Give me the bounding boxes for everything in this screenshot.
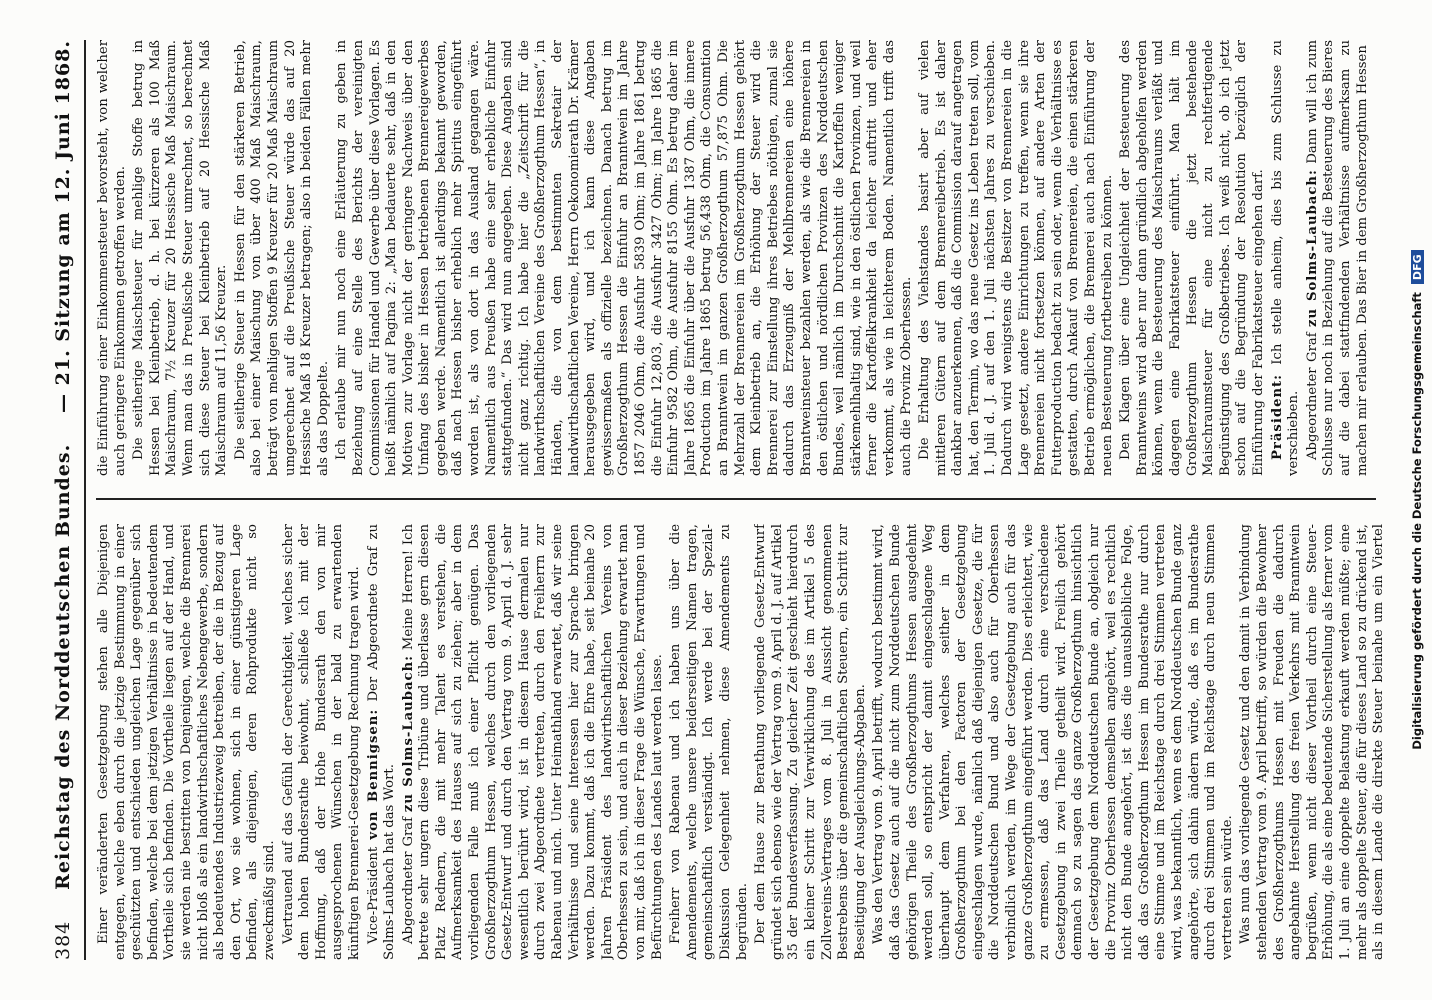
speech-text: Meine Herren! Ich betrete sehr ungern diese Tribüne und überlasse gern diesen Platz Rednern, die mit mehr Talent es verstehen, die Aufmerksamkeit des Hauses auf sich zu ziehen; aber in dem vorliegenden Falle muß ich einer Pflicht genügen. Das Großherzogthum Hessen, welches durch den vorliegenden Gesetz-Entwurf und durch den Vertrag vom 9. April d. J. sehr wesentlich berührt wird, ist in diesem Hause dermalen nur durch zwei Abgeordnete vertreten, durch den Freiherrn zur Rabenau und mich. Unter Heimathland erwartet, daß wir seine Verhältnisse und seine Interessen hier zur Sprache bringen werden. Dazu kommt, daß ich die Ehre habe, seit beinahe 20 Jahren Präsident des landwirthschaftlichen Vereins von Oberhessen zu sein, und auch in dieser Beziehung erwartet man von mir, daß ich in dieser Frage die Wünsche, Erwartungen und Befürchtungen des Landes laut werden lasse. (400, 524, 665, 960)
paragraph: Den Klagen über eine Ungleichheit der Besteuerung des Branntweins wird aber nur dann gründlich abgeholfen werden können, wenn die Besteuerung des Maischraums verläßt und dagegen eine Fabrikatsteuer einführt. Man hält im Großherzogthum Hessen die jetzt bestehende Maischraumsteuer für eine nicht zu rechtfertigende Begünstigung des Großbetriebes. Ich weiß nicht, ob ich jetzt schon auf die Begründung der Resolution bezüglich der Einführung der Fabrikatsteuer eingehen darf. (1118, 40, 1266, 476)
paragraph: die Einführung einer Einkommensteuer bevorsteht, von welcher auch geringere Einkommen getroffen werden. (96, 40, 128, 476)
column-divider (96, 498, 1376, 500)
speaker-role: Abgeordneter Graf (400, 816, 416, 944)
paragraph: Freiherr von Rabenau und ich haben uns über die Amendements, welche unsere beiderseitigen Namen tragen, gemeinschaftlich verständigt. Ich werde bei der Spezial-Diskussion Gelegenheit nehmen, diese Amendements zu begründen. (668, 524, 750, 960)
paragraph: Einer veränderten Gesetzgebung stehen alle Diejenigen entgegen, welche eben durch die jetzige Bestimmung in einer geschützten und entschieden ungleichen Lage gegenüber sich befinden, welche bei dem jetzigen Verhältnisse in bedeutendem Vortheile sich befinden. Die Vortheile liegen auf der Hand, und sie werden nie bestritten von Denjenigen, welche die Brennerei nicht bloß als ein landwirthschaftliches Nebengewerbe, sondern als bedeutendes Industriezweig betreiben, der die in Bezug auf den Ort, wo sie wohnen, sich in einer günstigeren Lage befinden, als diejenigen, deren Rohprodukte nicht so zweckmäßig sind. (96, 524, 277, 960)
dfg-logo: DFG (1411, 250, 1424, 284)
speech-text: Dann will ich zum Schlusse nur noch in Beziehung auf die Besteuerung des Bieres auf die dabei stattfindenden Verhältnisse aufmerksam zu machen mir erlauben. Das Bier in dem Großherzogthum Hessen (1304, 40, 1370, 476)
speaker-role: Abgeordneter Graf (1304, 332, 1320, 460)
paragraph: Der dem Hause zur Berathung vorliegende Gesetz-Entwurf gründet sich ebenso wie der Vertrag vom 9. April d. J. auf Artikel 35 der Bundesverfassung. Zu gleicher Zeit geschieht hierdurch ein kleiner Schritt zur Verwirklichung des im Artikel 5 des Zollvereins-Vertrages vom 8. Juli in Aussicht genommenen Bestrebens über die gemeinschaftlichen Steuern, ein Schritt zur Beseitigung der Ausgleichungs-Abgaben. (753, 524, 868, 960)
funder-text: Digitalisierung gefördert durch die Deutsche Forschungsgemeinschaft (1410, 292, 1424, 750)
speech-text: Ich stelle anheim, dies bis zum Schlusse zu verschieben. (1269, 40, 1302, 476)
paragraph: Was den Vertrag vom 9. April betrifft, wodurch bestimmt wird, daß das Gesetz auch auf die nicht zum Norddeutschen Bunde gehörigen Theile des Großherzogthums Hessen ausgedehnt werden soll, so entspricht der damit eingeschlagene Weg überhaupt dem Verfahren, welches seither in dem Großherzogthum bei den Factoren der Gesetzgebung eingeschlagen wurde, nämlich daß diejenigen Gesetze, die für die Norddeutschen Bund und also auch für Oberhessen verbindlich werden, im Wege der Gesetzgebung auch für das ganze Großherzogthum eingeführt werden. Dies erleichtert, wie zu ermessen, daß das Land durch eine verschiedene Gesetzgebung in zwei Theile getheilt wird. Freilich gehört demnach so zu sagen das ganze Großherzogthum hinsichtlich der Gesetzgebung dem Norddeutschen Bunde an, obgleich nur die Provinz Oberhessen demselben angehört, weil es rechtlich nicht den Bunde angehört, ist dies die unausbleibliche Folge, daß das Großherzogthum Hessen im Bundesrathe nur durch eine Stimme und im Reichstage durch drei Stimmen vertreten wird, was bekanntlich, wenn es dem Norddeutschen Bunde ganz angehörte, sich dahin ändern würde, daß es im Bundesrathe durch drei Stimmen und im Reichstage durch neun Stimmen vertreten sein würde. (871, 524, 1235, 960)
header-right-title: — 21. Sitzung am 12. Juni 1868. (52, 40, 74, 413)
paragraph: Was nun das vorliegende Gesetz und den damit in Verbindung stehenden Vertrag vom 9. April betrifft, so würden die Bewohner des Großherzogthums Hessen mit Freuden die dadurch angebahnte Herstellung des freien Verkehrs mit Branntwein begrüßen, wenn nicht dieser Vortheil durch eine Steuer-Erhöhung, die als eine bedeutende Sicherstellung als ferner vom 1. Juli an eine doppelte Belastung erkauft werden müßte; eine mehr als doppelte Steuer, die für dieses Land so zu drückend ist, als in diesem Lande die direkte Steuer beinahe um ein Viertel (1238, 524, 1386, 960)
speaker-paragraph (1270, 40, 1303, 476)
paragraph: Vertrauend auf das Gefühl der Gerechtigkeit, welches sicher dem hohen Bundesrathe beiwohnt, schließe ich mit der Hoffnung, daß der Hohe Bundesrath den von mir ausgesprochenen Wünschen in der bald zu erwartenden künftigen Brennerei-Gesetzgebung Rechnung tragen wird. (280, 524, 362, 960)
paragraph: Die seitherige Maischsteuer für mehlige Stoffe betrug in Hessen bei Kleinbetrieb, d. h. bei kürzeren als 100 Maß Maischraum, 7½ Kreuzer für 20 Hessische Maß Maischraum. Wenn man das in Preußische Steuer umrechnet, so berechnet sich diese Steuer bei Kleinbetrieb auf 20 Hessische Maß Maischraum auf 11,56 Kreuzer. (131, 40, 230, 476)
right-column (96, 40, 1386, 476)
paragraph: Die Erhaltung des Viehstandes basirt aber auf vielen mittleren Gütern auf dem Brennereibetrieb. Es ist daher dankbar anzuerkennen, daß die Commission darauf angetragen hat, den Termin, wo das neue Gesetz ins Leben treten soll, vom 1. Juli d. J. auf den 1. Juli nächsten Jahres zu verschieben. Dadurch wird wenigstens die Besitzer von Brennereien in die Lage gesetzt, andere Einrichtungen zu treffen, wenn sie ihre Brennereien nicht fortsetzen können, auf andere Arten der Futterproduction bedacht zu sein oder, wenn die Verhältnisse es gestatten, durch Ankauf von Brennereien, die einen stärkeren Betrieb ermöglichen, die Brennerei auch nach Einführung der neuen Besteuerung fortbetreiben zu können. (917, 40, 1115, 476)
speaker-role: Vice-Präsident (365, 846, 381, 944)
paragraph: Die seitherige Steuer in Hessen für den stärkeren Betrieb, also bei einer Maischung von über 400 Maß Maischraum, beträgt von mehligen Stoffen 9 Kreuzer für 20 Maß Maischraum umgerechnet auf die Preußische Steuer würde das auf 20 Hessische Maß 18 Kreuzer betragen; also in beiden Fällen mehr als das Doppelte. (232, 40, 331, 476)
funder-credit (1410, 40, 1424, 960)
speaker-paragraph (1305, 40, 1371, 476)
paragraph: Ich erlaube mir nun noch eine Erläuterung zu geben in Beziehung auf eine Stelle des Berichts der vereinigten Commissionen für Handel und Gewerbe über diese Vorlagen. Es heißt nämlich auf Pagina 2: „Man bedauerte sehr, daß in den Motiven zur Vorlage nicht der geringere Nachweis über den Umfang des bisher in Hessen betriebenen Brennereigewerbes gegeben werde. Namentlich ist allerdings bekannt geworden, daß nach Hessen bisher erheblich mehr Spiritus eingeführt worden ist, als von dort in das Ausland gegangen wäre. Namentlich aus Preußen habe eine sehr erhebliche Einfuhr stattgefunden.“ Das wird nun angegeben. Diese Angaben sind nicht ganz richtig. Ich habe hier die „Zeitschrift für die landwirthschaftlichen Vereine des Großherzogthum Hessen“, in Händen, die von dem bestimmten Sekretair der landwirthschaftlichen Vereine, Herrn Oekonomierath Dr. Krämer herausgegeben wird, und ich kann diese Angaben gewissermaßen als offizielle bezeichnen. Danach betrug im Großherzogthum Hessen die Einfuhr an Branntwein im Jahre 1857 2046 Ohm, die Ausfuhr 5839 Ohm; im Jahre 1861 betrug die Einfuhr 12,803, die Ausfuhr 3427 Ohm; im Jahre 1865 die Einfuhr 9582 Ohm, die Ausfuhr 8155 Ohm. Es betrug daher im Jahre 1865 die Einfuhr über die Ausfuhr 1387 Ohm, die innere Production im Jahre 1865 betrug 56,438 Ohm, die Consumtion an Branntwein im ganzen Großherzogthum 57,875 Ohm. Die Mehrzahl der Brennereien im Großherzogthum Hessen gehört dem Kleinbetrieb an, die Erhöhung der Steuer wird die Brennerei zur Einstellung ihres Betriebes nöthigen, zumal sie dadurch das Erzeugniß der Mehlbrennereien eine höhere Branntweinsteuer bezahlen werden, als wie die Brennereien in den östlichen und nördlichen Provinzen des Norddeutschen Bundes, weil nämlich im Durchschnitt die Kartoffeln weniger stärkemehlhaltig sind, wie in den östlichen Provinzen, und weil ferner die Kartoffelkrankheit da leichter auftritt und eher verkommt, als wie in leichterem Boden. Namentlich trifft das auch die Provinz Oberhessen. (334, 40, 914, 476)
speaker-name: zu Solms-Laubach: (1304, 169, 1320, 327)
page-number: 384 (52, 920, 74, 960)
speaker-paragraph (366, 524, 399, 960)
speech-text: Der Abgeordnete Graf zu Solms-Laubach hat das Wort. (365, 524, 398, 960)
speaker-paragraph (401, 524, 667, 960)
running-header (48, 40, 78, 960)
left-column (96, 524, 1386, 960)
header-left-title: Reichstag des Norddeutschen Bundes. (52, 443, 74, 890)
speaker-name: zu Solms-Laubach: (400, 654, 416, 813)
speaker-role: Präsident: (1269, 373, 1285, 460)
header-rule (84, 40, 86, 960)
speaker-name: von Bennigsen: (365, 708, 381, 840)
